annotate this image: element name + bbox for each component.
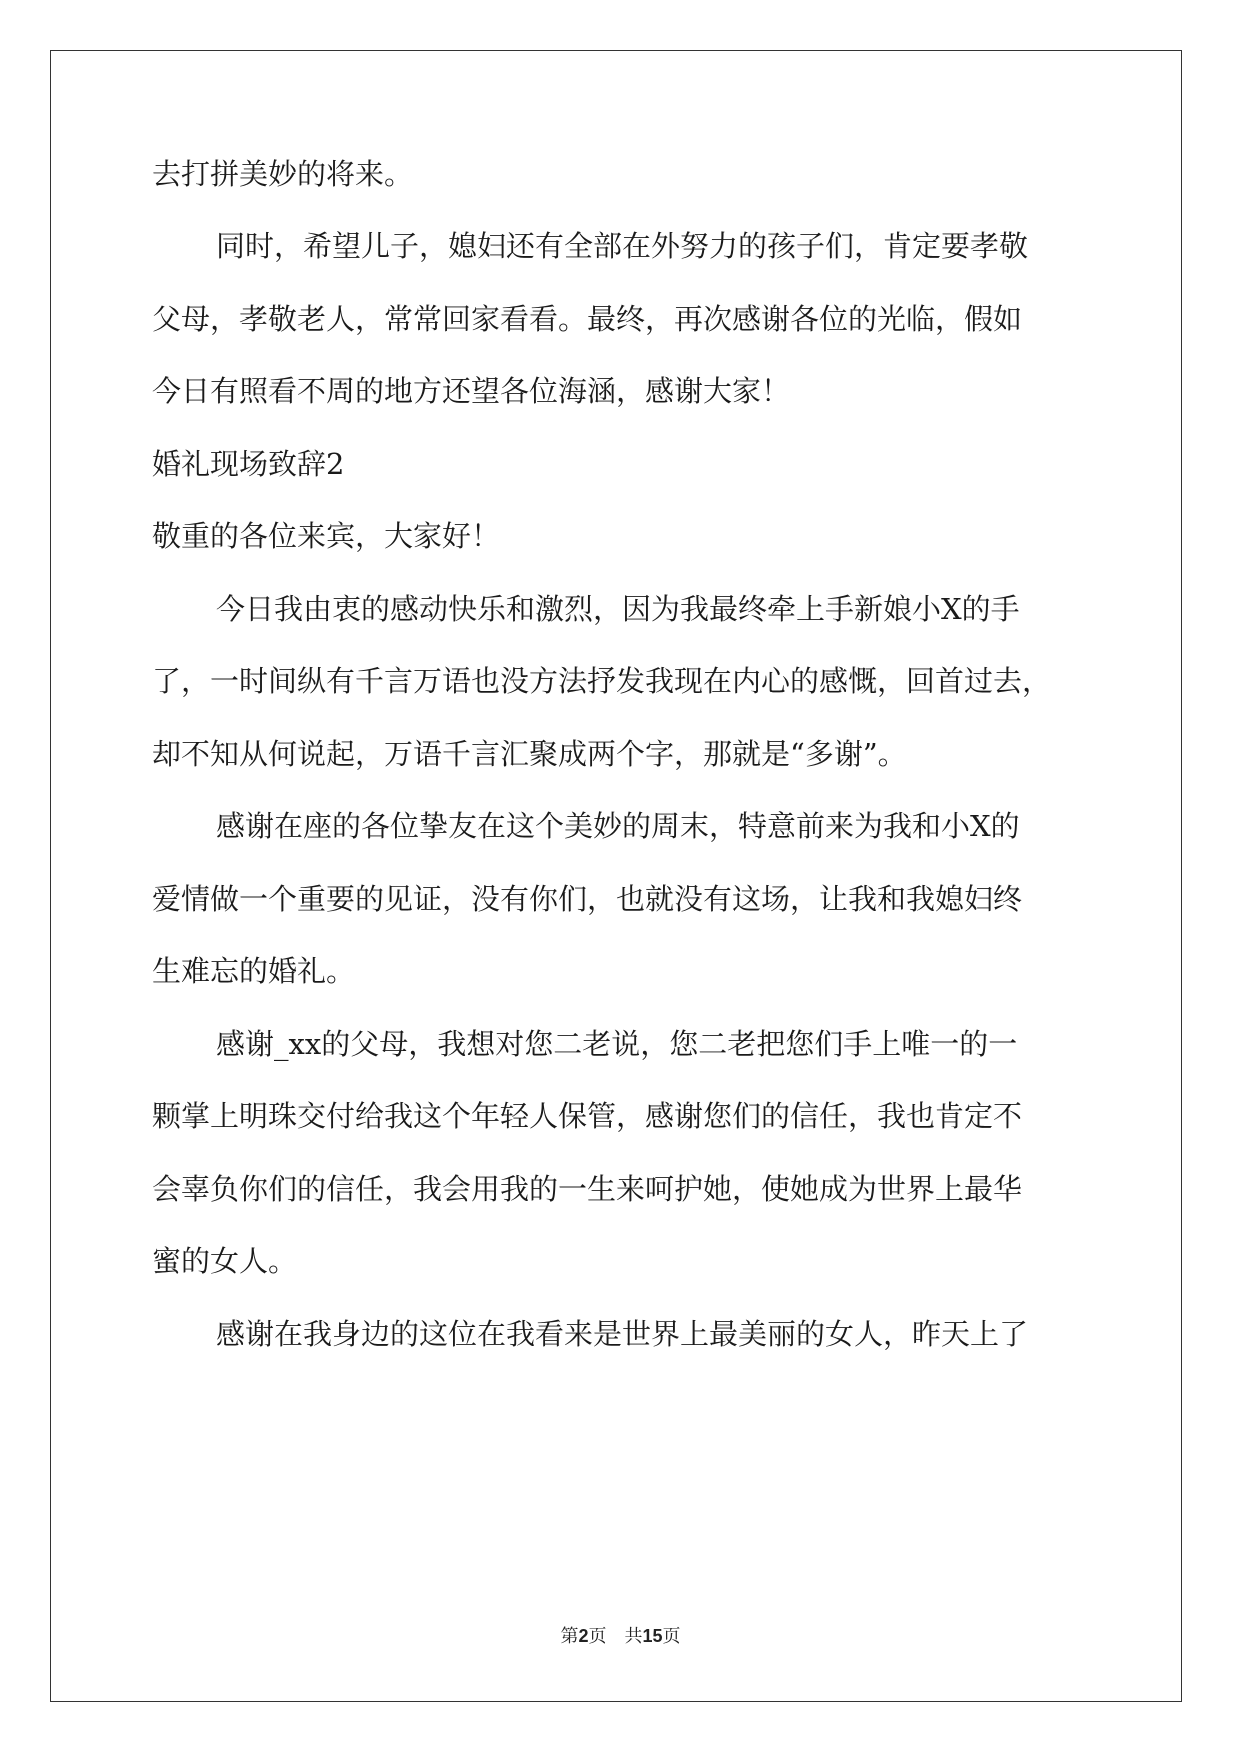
- total-page-number: 15: [642, 1626, 663, 1646]
- body-line: 今日我由衷的感动快乐和激烈，因为我最终牵上手新娘小X的手: [216, 592, 1020, 626]
- body-line: 爱情做一个重要的见证，没有你们，也就没有这场，让我和我媳妇终: [152, 882, 1023, 916]
- footer-suffix: 页: [662, 1626, 681, 1647]
- body-line: 同时，希望儿子，媳妇还有全部在外努力的孩子们，肯定要孝敬: [216, 229, 1029, 263]
- section-heading: 婚礼现场致辞2: [152, 447, 345, 481]
- body-line: 蜜的女人。: [152, 1244, 298, 1278]
- footer-prefix: 第: [560, 1626, 579, 1647]
- footer-mid: 页 共: [588, 1626, 643, 1647]
- page-footer: [0, 1622, 1241, 1648]
- current-page-number: 2: [578, 1626, 589, 1646]
- body-line: 父母，孝敬老人，常常回家看看。最终，再次感谢各位的光临，假如: [152, 302, 1023, 336]
- body-line: 了，一时间纵有千言万语也没方法抒发我现在内心的感慨，回首过去，: [152, 664, 1052, 698]
- body-line: 今日有照看不周的地方还望各位海涵，感谢大家！: [152, 374, 791, 408]
- body-line: 生难忘的婚礼。: [152, 954, 356, 988]
- body-line: 颗掌上明珠交付给我这个年轻人保管，感谢您们的信任，我也肯定不: [152, 1099, 1023, 1133]
- page-border: [50, 50, 1182, 1702]
- body-line: 感谢_xx的父母，我想对您二老说，您二老把您们手上唯一的一: [216, 1027, 1018, 1061]
- body-line: 却不知从何说起，万语千言汇聚成两个字，那就是“多谢”。: [152, 737, 907, 771]
- body-line: 感谢在我身边的这位在我看来是世界上最美丽的女人，昨天上了: [216, 1317, 1029, 1351]
- body-line: 会辜负你们的信任，我会用我的一生来呵护她，使她成为世界上最华: [152, 1172, 1023, 1206]
- body-line: 去打拼美妙的将来。: [152, 157, 414, 191]
- body-line: 感谢在座的各位挚友在这个美妙的周末，特意前来为我和小X的: [216, 809, 1020, 843]
- body-line: 敬重的各位来宾，大家好！: [152, 519, 501, 553]
